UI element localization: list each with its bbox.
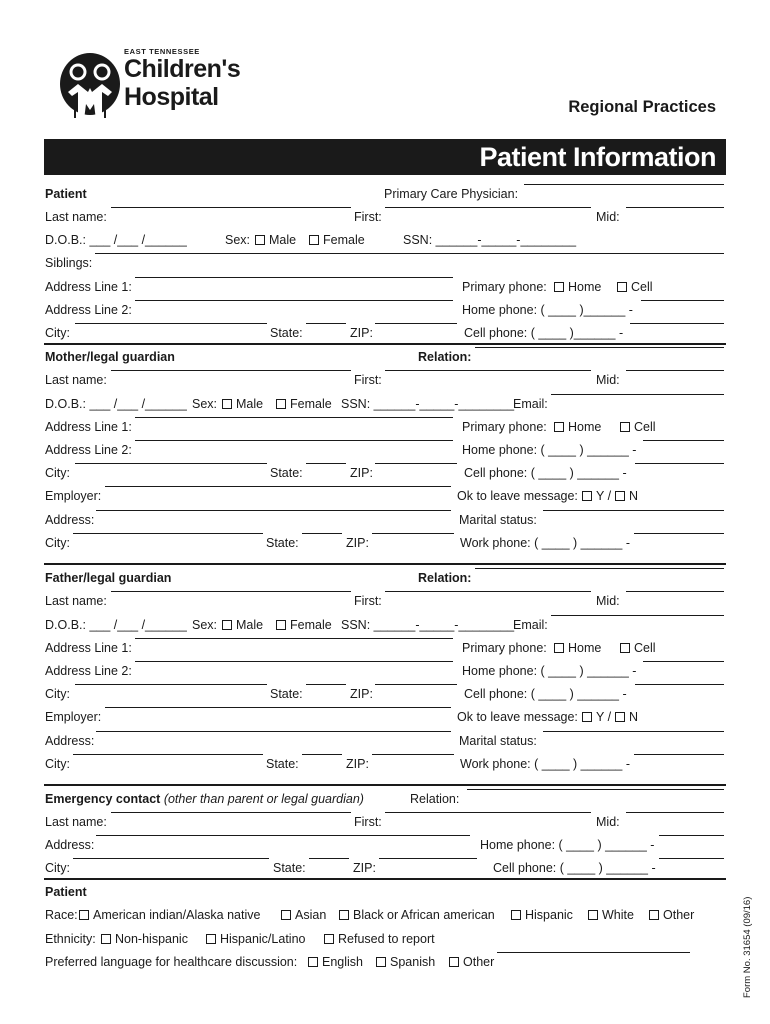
state-label: State: [270, 326, 303, 340]
primary-home-option[interactable] [554, 417, 601, 437]
section-title-demographics: Patient [45, 885, 87, 899]
home-phone-line[interactable] [643, 440, 724, 441]
emergency-city-row [45, 858, 725, 878]
race-option-american-indian[interactable] [79, 905, 260, 925]
option-label: White [602, 908, 634, 922]
home-phone-line[interactable] [659, 835, 724, 836]
address-line-2-field[interactable] [135, 300, 453, 301]
home-checkbox[interactable] [554, 643, 564, 653]
home-label: Home [568, 280, 602, 294]
mid-label: Mid: [596, 594, 620, 608]
city-label: City: [45, 326, 70, 340]
language-row [45, 952, 725, 972]
first-name-label: First: [354, 815, 382, 829]
section-divider [44, 563, 726, 565]
checkbox[interactable] [79, 910, 89, 920]
female-option[interactable] [276, 615, 332, 635]
male-label: Male [269, 233, 297, 247]
cell-label: Cell [634, 420, 656, 434]
male-option[interactable] [222, 394, 263, 414]
address-label: Address: [45, 513, 95, 527]
state-field[interactable] [306, 323, 346, 324]
checkbox[interactable] [376, 957, 386, 967]
option-label: English [322, 955, 363, 969]
employer-label: Employer: [45, 489, 102, 503]
option-label: Refused to report [338, 932, 435, 946]
race-option-black[interactable] [339, 905, 495, 925]
mid-label: Mid: [596, 815, 620, 829]
father-address-row [45, 731, 725, 751]
father-work-row [45, 754, 725, 774]
father-dob-row [45, 615, 725, 635]
section-title-emergency [45, 789, 364, 809]
language-option-other[interactable] [449, 952, 494, 972]
primary-phone-label: Primary phone: [462, 280, 547, 294]
address-field[interactable] [96, 731, 451, 732]
pcp-field[interactable] [524, 184, 724, 185]
patient-first-name-field[interactable] [385, 207, 591, 208]
cell-label: Cell [631, 280, 653, 294]
state-label: State: [266, 757, 299, 771]
option-label: Black or African american [353, 908, 495, 922]
work-phone-field[interactable]: Work phone: ( ____ ) ______ - [460, 536, 631, 550]
mother-address-row [45, 510, 725, 530]
cell-phone-field[interactable]: Cell phone: ( ____ )______ - [464, 326, 624, 340]
father-name-row [45, 591, 725, 611]
address-label: Address: [45, 838, 95, 852]
option-label: Other [663, 908, 695, 922]
address-line-1-label: Address Line 1: [45, 641, 132, 655]
message-no-option[interactable] [615, 707, 638, 727]
mid-label: Mid: [596, 210, 620, 224]
patient-mid-field[interactable] [626, 207, 724, 208]
address-line-2-field[interactable] [135, 440, 453, 441]
race-row [45, 905, 725, 925]
patient-dob-row [45, 230, 725, 250]
last-name-label: Last name: [45, 815, 107, 829]
subheading: Regional Practices [568, 98, 716, 116]
state-field[interactable] [302, 754, 342, 755]
mother-city-row [45, 463, 725, 483]
city-field[interactable] [73, 858, 269, 859]
state-label: State: [270, 687, 303, 701]
female-checkbox[interactable] [276, 399, 286, 409]
marital-status-label: Marital status: [459, 513, 537, 527]
checkbox[interactable] [281, 910, 291, 920]
relation-label: Relation: [410, 792, 460, 806]
cell-phone-line[interactable] [635, 684, 724, 685]
cell-phone-line[interactable] [659, 858, 724, 859]
race-option-other[interactable] [649, 905, 694, 925]
father-relation-field[interactable] [475, 568, 724, 569]
option-label: American indian/Alaska native [93, 908, 261, 922]
patient-city-row [45, 323, 725, 343]
address-line-2-label: Address Line 2: [45, 443, 132, 457]
male-option[interactable] [255, 230, 296, 250]
state-label: State: [266, 536, 299, 550]
female-label: Female [323, 233, 365, 247]
logo-text-line-2: Hospital [124, 83, 219, 111]
city-label: City: [45, 757, 70, 771]
primary-cell-option[interactable] [620, 638, 656, 658]
female-option[interactable] [276, 394, 332, 414]
father-city-row [45, 684, 725, 704]
message-yes-option[interactable] [582, 707, 611, 727]
city-field[interactable] [75, 684, 267, 685]
demographics-header-row [45, 882, 725, 902]
patient-siblings-row [45, 253, 725, 273]
checkbox[interactable] [101, 934, 111, 944]
race-option-hispanic[interactable] [511, 905, 573, 925]
email-label: Email: [513, 618, 548, 632]
mother-first-name-field[interactable] [385, 370, 591, 371]
home-phone-field[interactable]: Home phone: ( ____ ) ______ - [462, 443, 637, 457]
mother-dob-row [45, 394, 725, 414]
cell-phone-field[interactable]: Cell phone: ( ____ ) ______ - [464, 466, 627, 480]
option-label: Hispanic/Latino [220, 932, 306, 946]
zip-label: ZIP: [350, 687, 373, 701]
mother-address2-row [45, 440, 725, 460]
primary-home-option[interactable] [554, 277, 601, 297]
hospital-logo [58, 42, 248, 122]
mother-email-field[interactable] [551, 394, 724, 395]
emergency-address-row [45, 835, 725, 855]
language-label: Preferred language for healthcare discussion: [45, 955, 298, 969]
marital-status-field[interactable] [543, 731, 724, 732]
female-checkbox[interactable] [309, 235, 319, 245]
yes-label: Y / [596, 489, 612, 503]
male-checkbox[interactable] [222, 620, 232, 630]
father-address1-row [45, 638, 725, 658]
primary-phone-label: Primary phone: [462, 641, 547, 655]
address-line-1-label: Address Line 1: [45, 280, 132, 294]
ethnicity-option-refused[interactable] [324, 929, 435, 949]
first-name-label: First: [354, 373, 382, 387]
city-field[interactable] [73, 754, 263, 755]
section-title-father: Father/legal guardian [45, 571, 172, 585]
home-phone-line[interactable] [641, 300, 724, 301]
checkbox[interactable] [339, 910, 349, 920]
male-label: Male [236, 397, 264, 411]
other-language-field[interactable] [497, 952, 690, 953]
marital-status-field[interactable] [543, 510, 724, 511]
email-label: Email: [513, 397, 548, 411]
checkbox[interactable] [206, 934, 216, 944]
last-name-label: Last name: [45, 594, 107, 608]
mother-relation-field[interactable] [475, 347, 724, 348]
emergency-first-name-field[interactable] [385, 812, 591, 813]
primary-cell-option[interactable] [617, 277, 653, 297]
mother-work-row [45, 533, 725, 553]
male-label: Male [236, 618, 264, 632]
language-option-spanish[interactable] [376, 952, 435, 972]
employer-field[interactable] [105, 486, 451, 487]
city-label: City: [45, 466, 70, 480]
zip-field[interactable] [375, 323, 457, 324]
no-label: N [629, 710, 639, 724]
ethnicity-label: Ethnicity: [45, 932, 96, 946]
primary-phone-label: Primary phone: [462, 420, 547, 434]
ethnicity-option-non-hispanic[interactable] [101, 929, 188, 949]
section-divider [44, 343, 726, 345]
address-field[interactable] [96, 510, 451, 511]
race-label: Race: [45, 908, 78, 922]
city-label: City: [45, 687, 70, 701]
emergency-name-row [45, 812, 725, 832]
address-line-1-field[interactable] [135, 417, 453, 418]
pcp-label: Primary Care Physician: [384, 187, 519, 201]
female-option[interactable] [309, 230, 365, 250]
mother-last-name-field[interactable] [111, 370, 351, 371]
option-label: Other [463, 955, 495, 969]
state-field[interactable] [306, 684, 346, 685]
dob-field[interactable]: D.O.B.: ___ /___ /______ [45, 233, 187, 247]
zip-label: ZIP: [350, 326, 373, 340]
section-divider [44, 784, 726, 786]
cell-checkbox[interactable] [617, 282, 627, 292]
patient-name-row [45, 207, 725, 227]
race-option-white[interactable] [588, 905, 634, 925]
emergency-header-row [45, 789, 725, 809]
ssn-field[interactable]: SSN: ______-_____-________ [341, 397, 515, 411]
no-checkbox[interactable] [615, 712, 625, 722]
male-option[interactable] [222, 615, 263, 635]
checkbox[interactable] [588, 910, 598, 920]
logo-small-text: EAST TENNESSEE [124, 47, 200, 56]
emergency-last-name-field[interactable] [111, 812, 351, 813]
race-option-asian[interactable] [281, 905, 326, 925]
patient-last-name-field[interactable] [111, 207, 351, 208]
state-field[interactable] [309, 858, 349, 859]
employer-label: Employer: [45, 710, 102, 724]
zip-label: ZIP: [346, 536, 369, 550]
address-line-1-field[interactable] [135, 638, 453, 639]
no-checkbox[interactable] [615, 491, 625, 501]
marital-status-label: Marital status: [459, 734, 537, 748]
father-email-field[interactable] [551, 615, 724, 616]
mother-employer-row [45, 486, 725, 506]
yes-label: Y / [596, 710, 612, 724]
emergency-relation-field[interactable] [467, 789, 724, 790]
female-label: Female [290, 397, 332, 411]
checkbox[interactable] [511, 910, 521, 920]
cell-checkbox[interactable] [620, 422, 630, 432]
father-employer-row [45, 707, 725, 727]
address-line-1-label: Address Line 1: [45, 420, 132, 434]
children-figures-icon [58, 48, 122, 124]
ethnicity-option-hispanic-latino[interactable] [206, 929, 305, 949]
father-mid-field[interactable] [626, 591, 724, 592]
checkbox[interactable] [324, 934, 334, 944]
work-phone-line[interactable] [634, 754, 724, 755]
ok-to-leave-message-label: Ok to leave message: [457, 489, 578, 503]
section-title-mother: Mother/legal guardian [45, 350, 175, 364]
language-option-english[interactable] [308, 952, 363, 972]
option-label: Spanish [390, 955, 436, 969]
emergency-mid-field[interactable] [626, 812, 724, 813]
zip-field[interactable] [379, 858, 477, 859]
father-header-row [45, 568, 725, 588]
home-phone-line[interactable] [643, 661, 724, 662]
dob-field[interactable]: D.O.B.: ___ /___ /______ [45, 397, 187, 411]
home-phone-field[interactable]: Home phone: ( ____ ) ______ - [480, 838, 655, 852]
message-yes-option[interactable] [582, 486, 611, 506]
father-address2-row [45, 661, 725, 681]
first-name-label: First: [354, 594, 382, 608]
address-line-2-label: Address Line 2: [45, 303, 132, 317]
first-name-label: First: [354, 210, 382, 224]
mother-header-row [45, 347, 725, 367]
mother-address1-row [45, 417, 725, 437]
address-line-1-field[interactable] [135, 277, 453, 278]
work-phone-line[interactable] [634, 533, 724, 534]
home-checkbox[interactable] [554, 282, 564, 292]
zip-field[interactable] [372, 533, 454, 534]
mother-mid-field[interactable] [626, 370, 724, 371]
address-label: Address: [45, 734, 95, 748]
logo-text-line-1: Children's [124, 55, 241, 83]
mother-name-row [45, 370, 725, 390]
siblings-field[interactable] [95, 253, 724, 254]
address-line-2-field[interactable] [135, 661, 453, 662]
patient-address2-row [45, 300, 725, 320]
state-field[interactable] [302, 533, 342, 534]
cell-phone-line[interactable] [630, 323, 724, 324]
checkbox[interactable] [449, 957, 459, 967]
state-field[interactable] [306, 463, 346, 464]
ssn-field[interactable]: SSN: ______-_____-________ [403, 233, 577, 247]
option-label: Hispanic [525, 908, 573, 922]
cell-phone-field[interactable]: Cell phone: ( ____ ) ______ - [464, 687, 627, 701]
ok-to-leave-message-label: Ok to leave message: [457, 710, 578, 724]
form-number: Form No. 31654 (09/16) [742, 896, 753, 998]
section-divider [44, 878, 726, 880]
dob-field[interactable]: D.O.B.: ___ /___ /______ [45, 618, 187, 632]
city-field[interactable] [75, 323, 267, 324]
message-no-option[interactable] [615, 486, 638, 506]
male-checkbox[interactable] [222, 399, 232, 409]
option-label: Asian [295, 908, 327, 922]
relation-label: Relation: [418, 571, 472, 585]
relation-label: Relation: [418, 350, 472, 364]
primary-cell-option[interactable] [620, 417, 656, 437]
option-label: Non-hispanic [115, 932, 188, 946]
cell-phone-line[interactable] [635, 463, 724, 464]
cell-checkbox[interactable] [620, 643, 630, 653]
zip-field[interactable] [375, 684, 457, 685]
address-field[interactable] [96, 835, 470, 836]
zip-label: ZIP: [350, 466, 373, 480]
last-name-label: Last name: [45, 373, 107, 387]
section-title-patient: Patient [45, 187, 87, 201]
work-phone-field[interactable]: Work phone: ( ____ ) ______ - [460, 757, 631, 771]
primary-home-option[interactable] [554, 638, 601, 658]
cell-label: Cell [634, 641, 656, 655]
checkbox[interactable] [649, 910, 659, 920]
yes-checkbox[interactable] [582, 712, 592, 722]
home-phone-field[interactable]: Home phone: ( ____ ) ______ - [462, 664, 637, 678]
ethnicity-row [45, 929, 725, 949]
patient-address1-row [45, 277, 725, 297]
emergency-title-text: Emergency contact [45, 792, 161, 806]
ssn-field[interactable]: SSN: ______-_____-________ [341, 618, 515, 632]
page-title: Patient Information [44, 139, 726, 175]
home-phone-field[interactable]: Home phone: ( ____ )______ - [462, 303, 633, 317]
home-checkbox[interactable] [554, 422, 564, 432]
sex-label: Sex: [192, 397, 218, 411]
address-line-2-label: Address Line 2: [45, 664, 132, 678]
female-label: Female [290, 618, 332, 632]
sex-label: Sex: [225, 233, 251, 247]
no-label: N [629, 489, 639, 503]
city-field[interactable] [73, 533, 263, 534]
siblings-label: Siblings: [45, 256, 93, 270]
zip-field[interactable] [372, 754, 454, 755]
father-first-name-field[interactable] [385, 591, 591, 592]
city-label: City: [45, 861, 70, 875]
home-label: Home [568, 420, 602, 434]
sex-label: Sex: [192, 618, 218, 632]
home-label: Home [568, 641, 602, 655]
father-last-name-field[interactable] [111, 591, 351, 592]
zip-label: ZIP: [346, 757, 369, 771]
male-checkbox[interactable] [255, 235, 265, 245]
employer-field[interactable] [105, 707, 451, 708]
city-field[interactable] [75, 463, 267, 464]
mid-label: Mid: [596, 373, 620, 387]
state-label: State: [273, 861, 306, 875]
state-label: State: [270, 466, 303, 480]
female-checkbox[interactable] [276, 620, 286, 630]
patient-header-row [45, 184, 725, 204]
cell-phone-field[interactable]: Cell phone: ( ____ ) ______ - [493, 861, 656, 875]
zip-label: ZIP: [353, 861, 376, 875]
checkbox[interactable] [308, 957, 318, 967]
zip-field[interactable] [375, 463, 457, 464]
last-name-label: Last name: [45, 210, 107, 224]
city-label: City: [45, 536, 70, 550]
yes-checkbox[interactable] [582, 491, 592, 501]
emergency-note: (other than parent or legal guardian) [163, 792, 364, 806]
